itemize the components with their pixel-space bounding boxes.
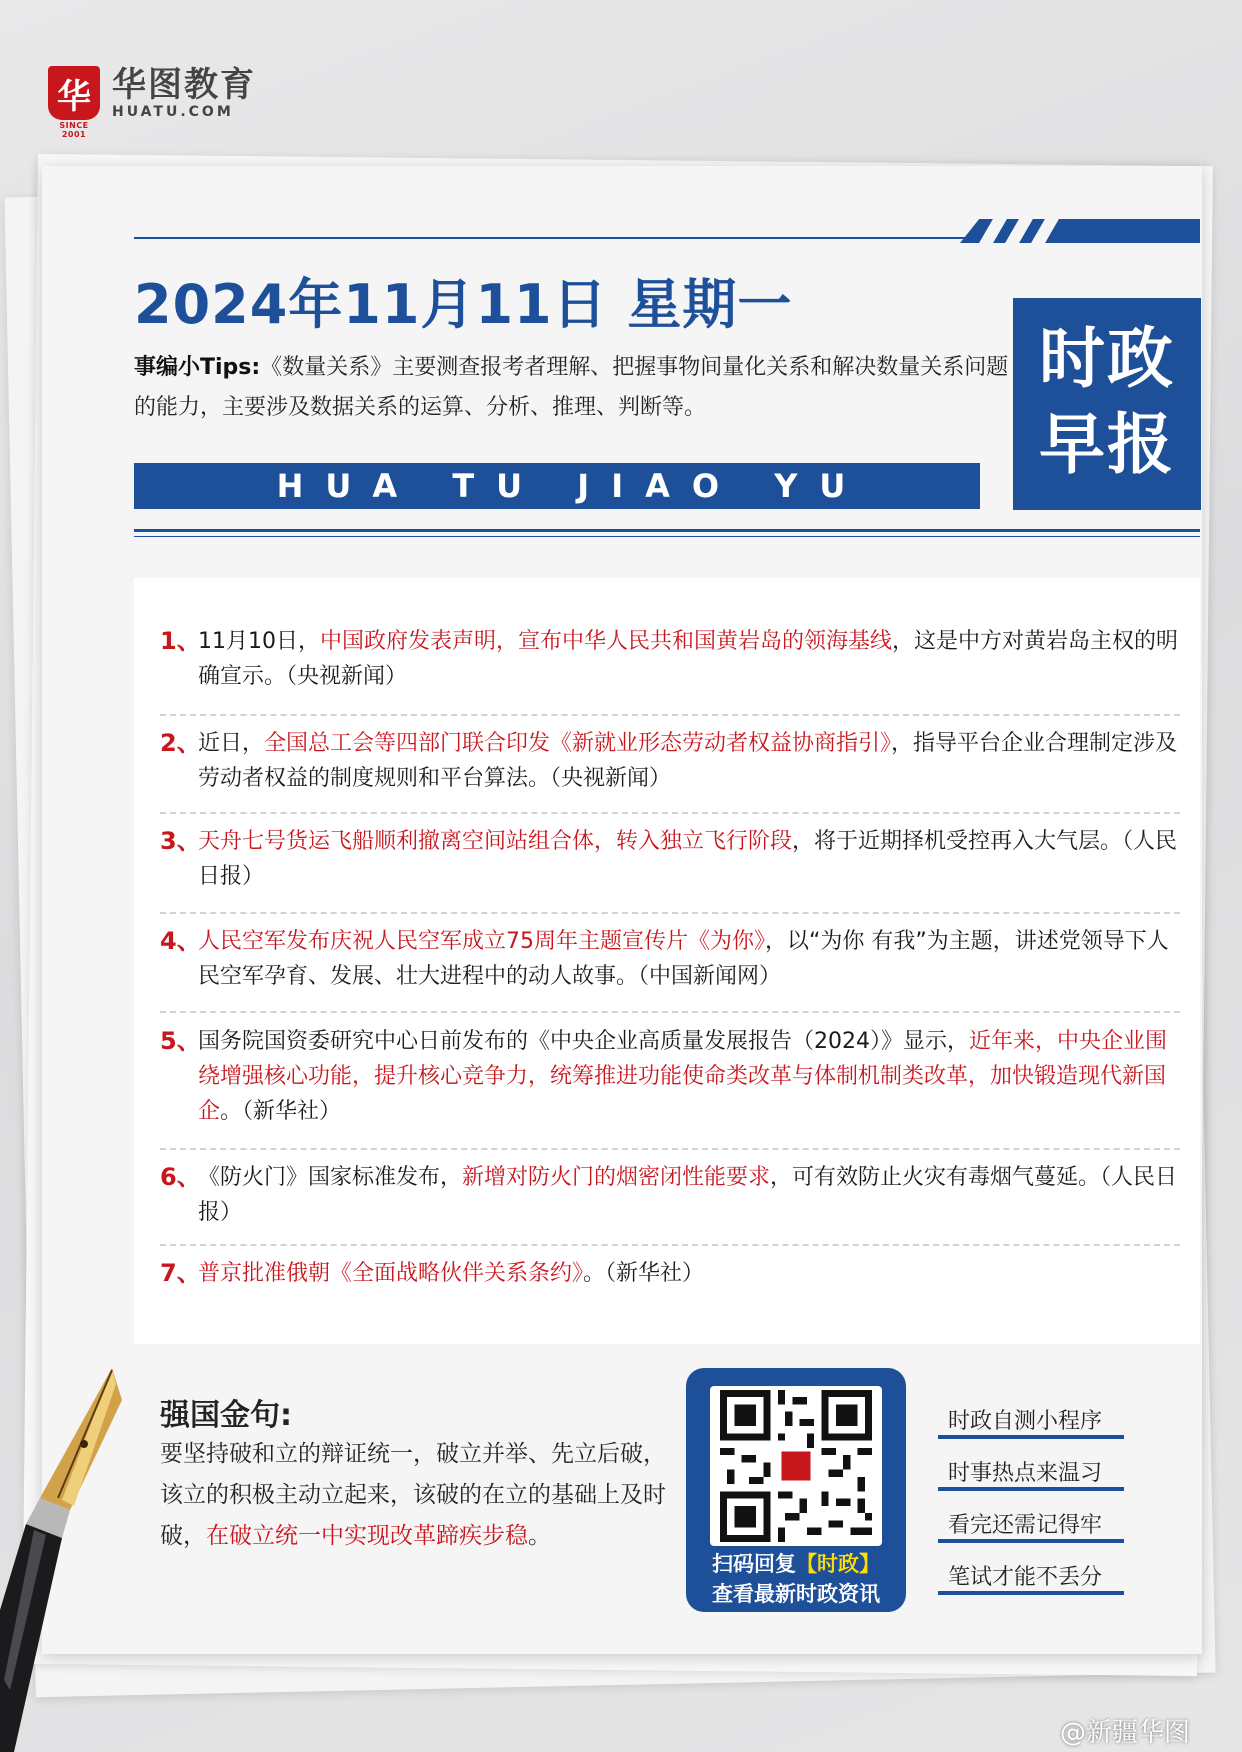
dashed-separator (160, 1244, 1180, 1246)
news-item (160, 924, 1180, 994)
news-highlight: 普京批准俄朝《全面战略伙伴关系条约》 (198, 1261, 584, 1286)
news-text: 国务院国资委研究中心日前发布的《中央企业高质量发展报告（2024）》显示， (198, 1029, 969, 1054)
news-panel (134, 578, 1200, 1344)
logo-mark-icon: 华 (48, 66, 100, 120)
news-highlight: 天舟七号货运飞船顺利撤离空间站组合体，转入独立飞行阶段 (198, 829, 793, 854)
news-text: 11月10日， (198, 629, 320, 654)
qr-caption-text: 扫码回复 (712, 1551, 796, 1576)
qr-caption-view: 查看最新时政资讯 (712, 1581, 880, 1606)
tips-text: 《数量关系》主要测查报考者理解、把握事物间量化关系和解决数量关系问题的能力，主要涉及数据关系的运算、分析、推理、判断等。 (134, 355, 1009, 420)
news-text: ，以“为你 有我”为主题，讲述党领导下人民空军孕育、发展、壮大进程中的动人故事。（中国新闻网） (198, 929, 1169, 989)
news-number: 4、 (160, 927, 201, 955)
qr-code-icon[interactable] (710, 1386, 882, 1546)
header-stripe (134, 219, 1200, 243)
news-text: ，将于近期择机受控再入大气层。（人民日报） (198, 829, 1178, 889)
side-slogan: 时事热点来温习 (938, 1456, 1124, 1487)
news-number: 5、 (160, 1027, 201, 1055)
quote-highlight: 在破立统一中实现改革蹄疾步稳 (206, 1523, 528, 1549)
divider-rule-thin (134, 536, 1200, 537)
badge-line2: 早报 (1039, 406, 1175, 483)
huatu-banner: HUA TU JIAO YU (134, 463, 980, 509)
news-highlight: 近年来，中央企业围绕增强核心功能，提升核心竞争力，统筹推进功能使命类改革与体制机制类改革，加快锻造现代新国企 (198, 1029, 1168, 1124)
news-text: 。（新华社） (583, 1261, 705, 1286)
tips-paragraph (134, 348, 1010, 428)
news-text: 。（新华社） (220, 1099, 342, 1124)
dashed-separator (160, 1011, 1180, 1013)
news-highlight: 人民空军发布庆祝人民空军成立75周年主题宣传片《为你》 (198, 929, 765, 954)
dashed-separator (160, 912, 1180, 914)
news-highlight: 新增对防火门的烟密闭性能要求 (462, 1165, 771, 1190)
divider-rule (134, 529, 1200, 532)
weibo-watermark: @新疆华图 (1060, 1718, 1191, 1748)
page-title-date: 2024年11月11日 星期一 (134, 273, 793, 336)
fountain-pen-icon (0, 1360, 140, 1752)
news-item (160, 726, 1180, 796)
side-slogan: 笔试才能不丢分 (938, 1560, 1124, 1591)
shizheng-zaobao-badge (1013, 298, 1201, 510)
quote-body: 要坚持破和立的辩证统一，破立并举、先立后破，该立的积极主动立起来，该破的在立的基础上及时破， (160, 1441, 666, 1549)
quote-title: 强国金句: (160, 1398, 292, 1433)
tips-label: 事编小Tips: (134, 355, 261, 380)
news-item (160, 624, 1180, 694)
news-item (160, 1160, 1180, 1230)
news-number: 3、 (160, 827, 201, 855)
news-item (160, 824, 1180, 894)
quote-end: 。 (528, 1523, 551, 1549)
dashed-separator (160, 812, 1180, 814)
news-text: 《防火门》国家标准发布， (198, 1165, 463, 1190)
news-item (160, 1024, 1180, 1129)
news-number: 7、 (160, 1259, 201, 1287)
news-text: ，可有效防止火灾有毒烟气蔓延。（人民日报） (198, 1165, 1178, 1225)
logo-name-en: HUATU.COM (112, 104, 234, 120)
qr-card[interactable] (686, 1368, 906, 1612)
quote-text (160, 1434, 680, 1557)
news-item (160, 1256, 1180, 1291)
news-text: ，指导平台企业合理制定涉及劳动者权益的制度规则和平台算法。（央视新闻） (198, 731, 1178, 791)
news-text: 近日， (198, 731, 265, 756)
qr-caption-keyword: 【时政】 (796, 1551, 880, 1576)
news-number: 2、 (160, 729, 201, 757)
badge-line1: 时政 (1039, 320, 1175, 397)
news-number: 1、 (160, 627, 201, 655)
side-slogan: 时政自测小程序 (938, 1404, 1124, 1435)
huatu-logo (48, 65, 256, 139)
news-highlight: 全国总工会等四部门联合印发《新就业形态劳动者权益协商指引》 (264, 731, 892, 756)
news-text: ，这是中方对黄岩岛主权的明确宣示。（央视新闻） (198, 629, 1179, 689)
logo-since: SINCE 2001 (59, 121, 89, 139)
news-number: 6、 (160, 1163, 201, 1191)
qr-caption-reply (686, 1548, 906, 1578)
logo-name-cn: 华图教育 (112, 65, 256, 105)
dashed-separator (160, 714, 1180, 716)
news-highlight: 中国政府发表声明，宣布中华人民共和国黄岩岛的领海基线 (320, 629, 893, 654)
side-slogan: 看完还需记得牢 (938, 1508, 1124, 1539)
dashed-separator (160, 1148, 1180, 1150)
